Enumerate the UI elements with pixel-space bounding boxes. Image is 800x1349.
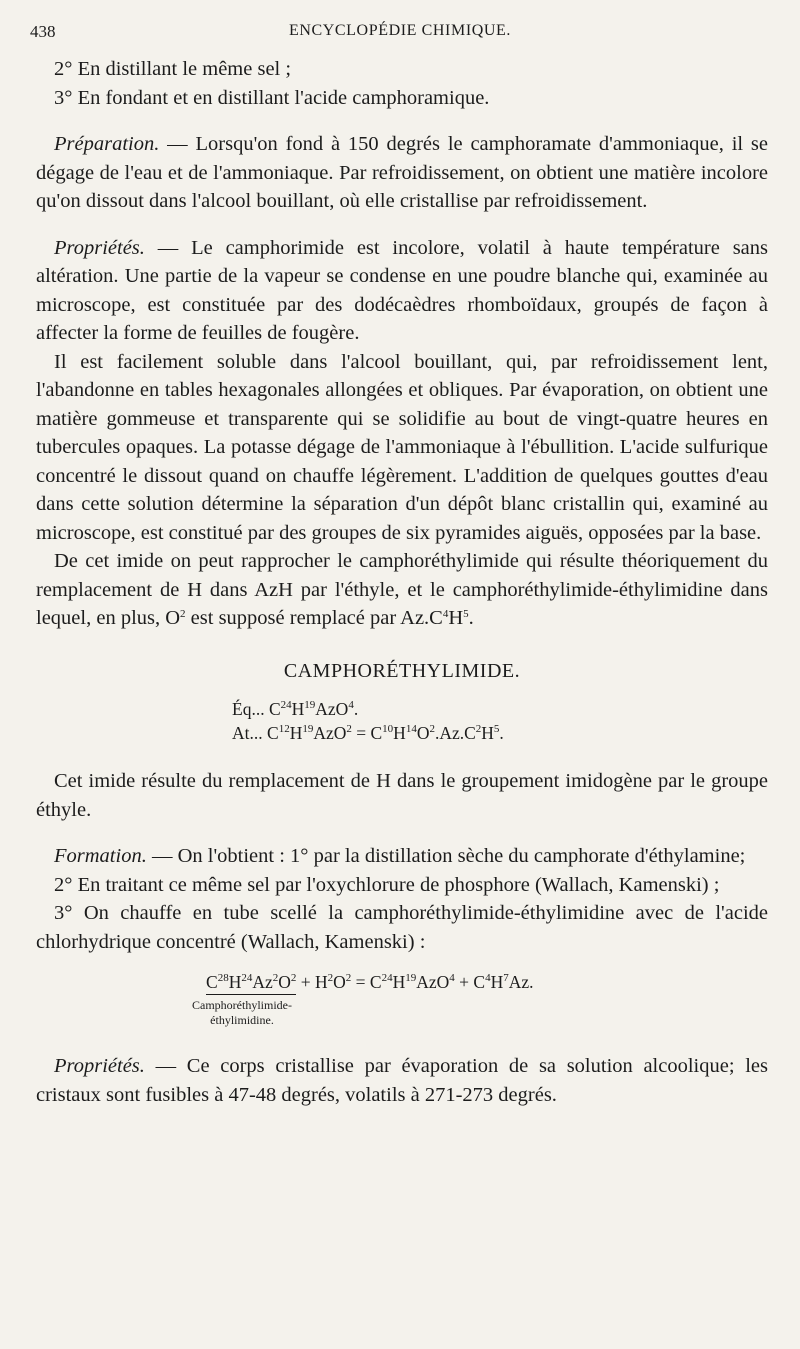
reaction-rest: + $H^2O^2 = C^{24}H^{19}AzO^4 + C^4H^7Az$. bbox=[296, 972, 534, 992]
section-title: CAMPHORÉTHYLIMIDE. bbox=[283, 659, 521, 682]
page-body bbox=[36, 55, 768, 1109]
proprietes-lead: Propriétés. bbox=[54, 236, 145, 259]
atomic-formula: At... $C^{12}H^{19}AzO^2 = C^{10}H^{14}O^2.Az.C^2H^5$. bbox=[232, 723, 504, 743]
solubility-paragraph: Il est facilement soluble dans l'alcool bouillant, qui, par refroidissement lent, l'abandonne en tables hexagonales allongées et obliques. Par évaporation, on obtient une matière gommeuse et transparente qui se solidifie au bout de vingt-quatre heures en tubercules opaques. La potasse dégage de l'ammoniaque à l'ébullition. L'acide sulfurique concentré le dissout quand on chauffe légèrement. L'addition de quelques gouttes d'eau dans cette solution détermine la séparation d'un dépôt blanc cristallin qui, examiné au microscope, est constitué par des groupes de six pyramides aiguës, opposées par la base. bbox=[36, 350, 768, 544]
proprietes-2-text: — Ce corps cristallise par évaporation de sa solution alcoolique; les cristaux sont fusibles à 47-48 degrés, volatils à 271-273 degrés. bbox=[36, 1055, 768, 1106]
proprietes-2-paragraph bbox=[36, 1052, 768, 1109]
formation-paragraph bbox=[36, 842, 768, 871]
reactant-formula: $C^{28}H^{24}Az^2O^2$ bbox=[206, 970, 296, 995]
related-compounds-paragraph: De cet imide on peut rapprocher le camphoréthylimide qui résulte théoriquement du remplacement de H dans AzH par l'éthyle, et le camphoréthylimide-éthylimidine dans lequel, en plus, $O^2$ est supposé remplacé par $Az.C^4H^5$. bbox=[36, 550, 768, 629]
preparation-text: — Lorsqu'on fond à 150 degrés le camphoramate d'ammoniaque, il se dégage de l'eau et de l'ammoniaque. Par refroidissement, on obtient une matière incolore qu'on dissout dans l'alcool bouillant, où elle cristallise par refroidissement. bbox=[36, 133, 768, 212]
formula-block bbox=[232, 697, 768, 745]
description-paragraph: Cet imide résulte du remplacement de H dans le groupement imidogène par le groupe éthyle. bbox=[36, 770, 768, 821]
intro-item-2: 2° En distillant le même sel ; bbox=[54, 58, 292, 80]
preparation-lead: Préparation. bbox=[54, 133, 160, 155]
formation-item-2: 2° En traitant ce même sel par l'oxychlorure de phosphore (Wallach, Kamenski) ; bbox=[54, 873, 720, 896]
proprietes-2-lead: Propriétés. bbox=[54, 1055, 145, 1077]
formation-lead: Formation. bbox=[54, 845, 147, 867]
page-header bbox=[30, 22, 770, 46]
reaction-equation bbox=[36, 970, 768, 1028]
formation-item-3: 3° On chauffe en tube scellé la camphoréthylimide-éthylimidine avec de l'acide chlorhydrique concentré (Wallach, Kamenski) : bbox=[36, 902, 768, 953]
proprietes-paragraph bbox=[36, 234, 768, 348]
page-number: 438 bbox=[30, 22, 56, 41]
reactant-label: Camphoréthylimide- éthylimidine. bbox=[192, 998, 292, 1027]
formation-text: — On l'obtient : 1° par la distillation sèche du camphorate d'éthylamine; bbox=[146, 845, 746, 867]
equivalent-formula: Éq... $C^{24}H^{19}AzO^4$. bbox=[232, 699, 359, 719]
running-title: ENCYCLOPÉDIE CHIMIQUE. bbox=[288, 22, 512, 39]
proprietes-text: — Le camphorimide est incolore, volatil à haute température sans altération. Une partie de la vapeur se condense en une poudre blanche qui, examinée au microscope, est constituée par des dodécaèdres rhomboïdaux, groupés de façon à affecter la forme de feuilles de fougère. bbox=[36, 236, 768, 344]
intro-item-3: 3° En fondant et en distillant l'acide camphoramique. bbox=[54, 86, 490, 109]
preparation-paragraph bbox=[36, 130, 768, 216]
